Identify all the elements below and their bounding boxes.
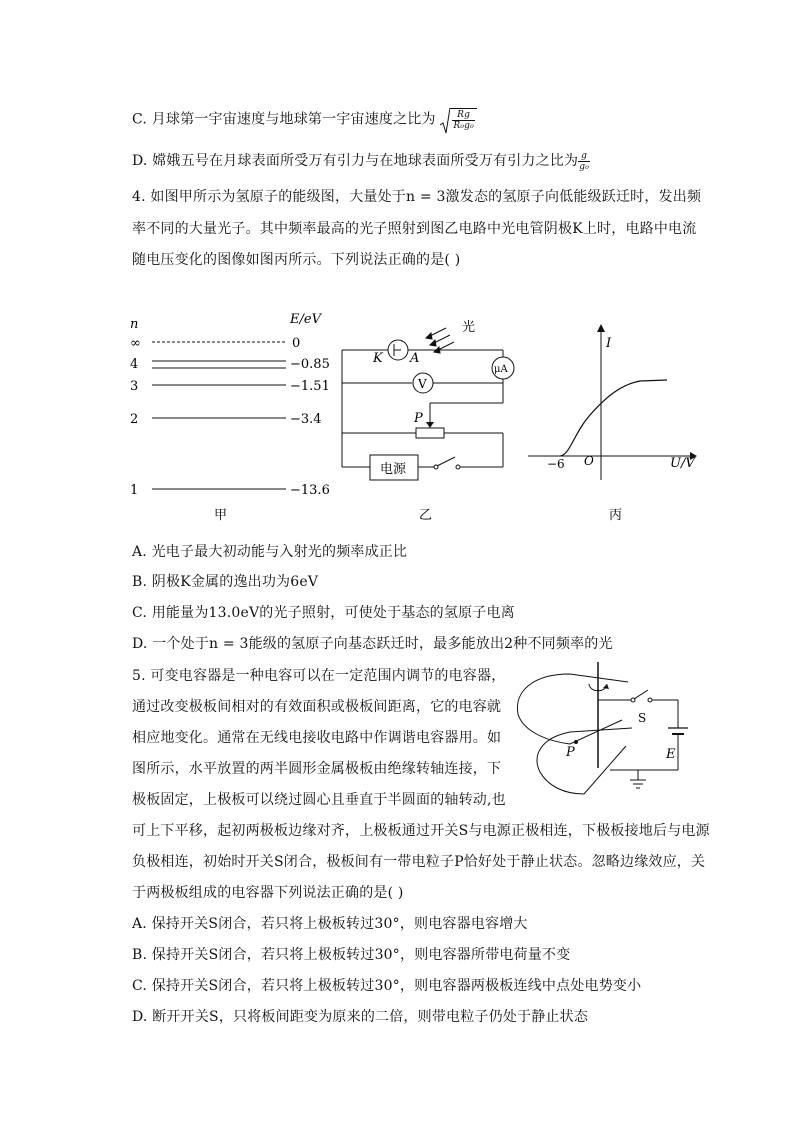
q3-option-c <box>132 108 477 131</box>
level-infinity-e: 0 <box>292 336 301 351</box>
q3-option-d-fraction: $\frac{g}{\text{g₀}}$ <box>579 150 590 172</box>
figure-bing-caption: 丙 <box>609 508 623 523</box>
energy-level-diagram <box>120 305 340 525</box>
i-axis-label: I <box>606 336 612 351</box>
q4-option-c: C. 用能量为13.0eV的光子照射，可使处于基态的氢原子电离 <box>132 605 515 621</box>
slider-arrow-icon <box>426 422 434 428</box>
q5-stem-line-7: 负极相连，初始时开关S闭合，极板间有一带电粒子P恰好处于静止状态。忽略边缘效应，关 <box>132 854 706 870</box>
level-3-n: 3 <box>130 379 139 394</box>
q4-option-a: A. 光电子最大初动能与入射光的频率成正比 <box>132 544 408 560</box>
n-axis-label: n <box>130 317 139 332</box>
q5-stem-line-2: 通过改变极板间相对的有效面积或极板间距离，它的电容就 <box>132 699 502 715</box>
stopping-voltage-tick: −6 <box>547 457 565 471</box>
rotation-arrowhead-icon <box>603 684 609 689</box>
q4-stem-line-2: 率不同的大量光子。其中频率最高的光子照射到图乙电路中光电管阴极K上时，电路中电流 <box>132 221 697 237</box>
q5-stem-line-5: 极板固定，上极板可以绕过圆心且垂直于半圆面的轴转动,也 <box>132 792 506 808</box>
i-axis-arrow-icon <box>597 324 605 332</box>
q3-option-d-text: D. 嫦娥五号在月球表面所受万有引力与在地球表面所受万有引力之比为 <box>132 153 579 169</box>
q4-stem-line-1: 4. 如图甲所示为氢原子的能级图，大量处于n = 3激发态的氢原子向低能级跃迁时，发出频 <box>132 189 702 205</box>
ground-icon <box>630 780 646 788</box>
upper-plate <box>517 674 628 744</box>
switch-s-label: S <box>638 711 647 725</box>
sqrt-sign-icon <box>440 108 450 134</box>
q3-option-d <box>132 150 590 172</box>
level-2-n: 2 <box>130 412 139 427</box>
current-voltage-graph <box>522 305 702 525</box>
battery-e-label: E <box>666 747 676 762</box>
level-4-e: −0.85 <box>290 357 330 372</box>
battery-icon <box>668 728 688 734</box>
q4-option-d: D. 一个处于n = 3能级的氢原子向基态跃迁时，最多能放出2种不同频率的光 <box>132 636 613 652</box>
level-infinity-n: ∞ <box>130 336 141 351</box>
energy-axis-label: E/eV <box>290 312 321 327</box>
microammeter-label: μA <box>494 364 508 375</box>
light-label: 光 <box>462 320 476 335</box>
voltmeter-icon <box>413 373 433 393</box>
level-1-n: 1 <box>130 483 139 498</box>
figure-jia-caption: 甲 <box>214 508 228 523</box>
variable-capacitor-diagram <box>510 660 700 810</box>
light-arrows-icon <box>426 328 454 353</box>
phototube-icon <box>388 340 408 360</box>
q3-option-c-fraction: $\frac{Rg}{\text{R₀g₀}}$ <box>453 110 474 131</box>
anode-a-label: A <box>410 351 420 366</box>
origin-label: O <box>584 454 594 468</box>
q4-stem-line-3: 随电压变化的图像如图丙所示。下列说法正确的是( ) <box>132 252 461 268</box>
slider-p-label: P <box>414 411 423 426</box>
q5-stem-line-3: 相应地变化。通常在无线电接收电路中作调谐电容器用。如 <box>132 730 502 746</box>
level-1-e: −13.6 <box>290 483 330 498</box>
q5-stem-line-8: 于两极板组成的电容器下列说法正确的是( ) <box>132 885 404 901</box>
q5-option-b: B. 保持开关S闭合，若只将上极板转过30°，则电容器所带电荷量不变 <box>132 947 571 963</box>
figure-yi-caption: 乙 <box>419 508 433 523</box>
switch-s-icon <box>631 690 652 702</box>
q5-stem-line-4: 图所示，水平放置的两半圆形金属极板由绝缘转轴连接，下 <box>132 761 502 777</box>
particle-p-label: P <box>566 745 575 760</box>
microammeter-icon <box>492 357 514 379</box>
voltmeter-label: V <box>418 377 427 391</box>
photoelectric-circuit-diagram <box>338 305 528 525</box>
lower-plate <box>537 728 632 794</box>
charged-particle-icon <box>574 740 578 744</box>
q5-option-c: C. 保持开关S闭合，若只将上极板转过30°，则电容器两极板连线中点处电势变小 <box>132 978 642 994</box>
switch-icon <box>434 457 460 469</box>
cathode-k-label: K <box>373 351 383 366</box>
i-u-curve <box>560 380 667 456</box>
power-source-label: 电源 <box>380 462 407 477</box>
q5-option-d: D. 断开开关S，只将板间距变为原来的二倍，则带电粒子仍处于静止状态 <box>132 1009 589 1025</box>
level-3-e: −1.51 <box>290 379 330 394</box>
q5-stem-line-1: 5. 可变电容器是一种电容可以在一定范围内调节的电容器， <box>132 668 506 684</box>
level-2-e: −3.4 <box>290 412 322 427</box>
u-axis-label: U/V <box>670 456 695 471</box>
q3-option-c-radical <box>440 108 477 131</box>
q4-option-b: B. 阴极K金属的逸出功为6eV <box>132 574 319 590</box>
q3-option-c-text: C. 月球第一宇宙速度与地球第一宇宙速度之比为 <box>132 111 436 128</box>
q5-stem-line-6: 可上下平移，起初两极板边缘对齐，上极板通过开关S与电源正极相连，下极板接地后与电源 <box>132 823 710 839</box>
q5-option-a: A. 保持开关S闭合，若只将上极板转过30°，则电容器电容增大 <box>132 916 528 932</box>
rheostat-icon <box>416 428 444 438</box>
level-4-n: 4 <box>130 357 139 372</box>
